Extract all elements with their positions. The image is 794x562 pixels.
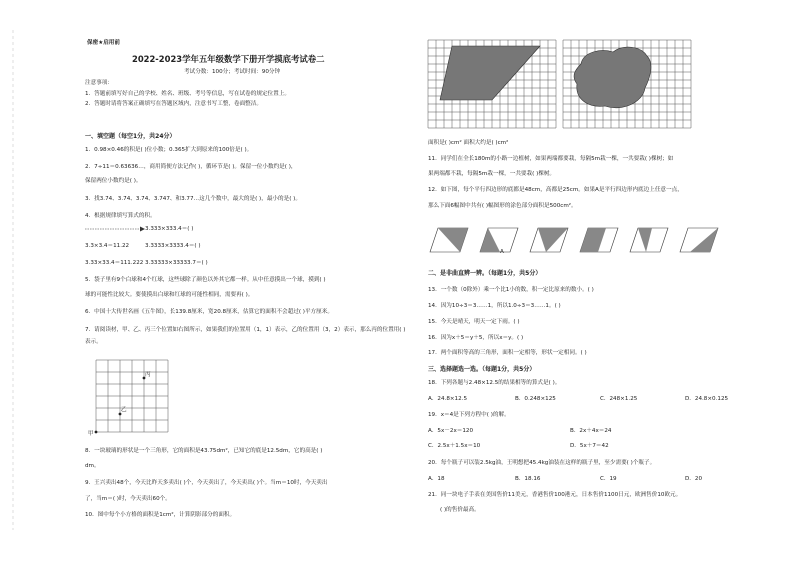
question-7: 7．请阅读材，甲、乙、丙三个位置如右图所示，如果我们的位置用（1，1）表示，乙的位置用（3，2）表示，那么丙的位置用( )表示。 [85,327,406,345]
parallelogram-6 [680,228,718,252]
question-15: 15．今天是晴天，明天一定下雨。( ) [428,319,520,325]
section-heading: 一、填空题（每空1分，共24分） [85,133,176,140]
parallelogram-4 [580,228,618,252]
shaded-trapezoid [440,46,540,100]
question-2: 2．7÷11＝0.63636…，商用简便方法记作( )，循环节是( )。保留一位小数约是( )， [85,164,297,170]
question-21: 21．同一块电子手表在美国售价11美元，香港售价100港元，日本售价1100日元，欧洲售价10欧元。 [428,492,682,498]
grid-label-yi: 乙 [121,407,127,413]
area-answer-line: 面积是( )cm² 面积大约是( )cm² [428,140,509,146]
notice-item: 2．答题时请将答案正确填写在答题区域内，注意书写工整，卷面整洁。 [85,101,262,107]
option: D．24.8×0.125 [685,396,729,402]
grid-label-jia: 甲 [88,431,94,437]
question-9: 9．王兴卖出48个，今天比昨天多卖出( )个，今天卖出了，今天卖出( )个。当m＝10时，今天卖出 [85,480,328,486]
notice-item: 1．答题前填写好自己的学校、姓名、班级、考号等信息，写在试卷的规定位置上。 [85,91,290,97]
question-8: 8．一块玻璃的形状是一个三角形，它的面积是43.75dm²，已知它的底是12.5dm，它的高是( ) [85,448,323,454]
option: B．18.16 [515,476,541,482]
question-13: 13．一个数（0除外）乘一个比1小的数，积一定比原来的数小。( ) [428,287,594,293]
section-heading: 三、选择题选一选。（每题1分，共5分） [428,366,536,373]
parallelogram-1 [430,228,468,252]
question-9-cont: 了，当m＝( )时，今天卖出60个。 [85,496,171,502]
grid-label-bing: 丙 [145,372,151,378]
point-a-label: A [500,249,504,255]
q4-row-1: 3.333×333.4＝( ) [145,226,194,232]
q4-row-2-left: 3.3×3.4＝11.22 [85,243,130,249]
question-21-cont: ( )的售价最高。 [440,507,480,513]
question-10: 10．图中每个小方格的面积是1cm²，计算阴影部分的面积。 [85,512,236,518]
q4-row-3-right: 3.33333×33333.7＝( ) [145,260,208,266]
question-3: 3．找3.74、3.7̇4̇、3.7̇4̇、3.747、和3.77…这几个数中，最大的是( )，最小的是( )。 [85,196,301,202]
exam-subtitle: 考试分数：100分；考试时间：90分钟 [184,69,281,75]
question-5-cont: 球的可能性比较大。要使摸出白球和红球的可能性相同，需要再( )。 [85,292,254,298]
option: A．24.8×12.5 [428,396,468,402]
option: D．20 [685,476,703,482]
parallelogram-2 [480,228,518,252]
option: A．18 [428,476,445,482]
option: D．5x＋7＝42 [570,443,609,449]
point-jia [95,431,98,434]
binding-dashed-line [8,30,18,530]
question-6: 6．中国十大传世名画《五牛图》，长139.8厘米，宽20.8厘米，估算它的面积不会超过( )平方厘米。 [85,309,333,315]
question-2-cont: 保留两位小数约是( )。 [85,178,142,184]
option: B．2x＋4x＝24 [570,428,612,434]
position-grid [92,356,172,436]
shaded-irregular-shape [574,47,651,108]
question-11-cont: 果两端都不栽，每隔5m栽一棵，一共要栽( )棵树。 [428,171,556,177]
option: C．248×1.25 [600,396,638,402]
notice-heading: 注意事项： [85,80,113,86]
option: C．2.5x＋1.5x＝10 [428,443,481,449]
question-1: 1．0.98×0.46的积是( )位小数；0.365扩大到原来的100倍是( )。 [85,147,253,153]
grid-figure-right [563,40,693,118]
question-17: 17．两个面积等高的三角形，面积一定相等，形状一定相同。( ) [428,350,587,356]
question-12-cont: 那么下面6幅图中共有( )幅图形的涂色部分面积是500cm²。 [428,203,577,209]
option: C．19 [600,476,617,482]
binding-margin [8,30,18,530]
question-14: 14．因为10÷3＝3……1，所以1.0÷3＝3……1。( ) [428,303,561,309]
question-19: 19．x＝4是下列方程中( )的解。 [428,412,510,418]
parallelogram-5 [630,228,668,252]
option: B．0.248×125 [515,396,556,402]
page-title: 2022-2023学年五年级数学下册开学摸底考试卷二 [132,54,325,64]
q4-row-2-right: 3.3333×3333.4＝( ) [145,243,201,249]
question-8-cont: dm。 [85,463,100,469]
question-4: 4．根据规律填写算式的积。 [85,213,156,219]
parallelogram-row [428,222,718,258]
section-heading: 二、是非曲直辨一辨。（每题1分，共5分） [428,270,542,277]
parallelogram-3 [530,228,568,252]
secret-label: 保密★启用前 [87,40,120,46]
pattern-arrow-icon [85,223,145,235]
option: A．5x－2x＝120 [428,428,474,434]
q4-row-3-left: 3.33×33.4＝111.222 [85,260,144,266]
question-18: 18．下列各题与2.48×12.5的结果相等的算式是( )。 [428,380,561,386]
grid-figure-left [428,40,558,118]
question-16: 16．因为x＋5＝y＋5，所以x＝y。( ) [428,335,524,341]
question-12: 12．如下图，每个平行四边形的底都是48cm，高都是25cm。如果A是平行四边形内底边上任意一点， [428,187,683,193]
question-11: 11．同学们在全长180m的小路一边植树，如果两端都要栽，每隔5m栽一棵，一共要栽( )棵树；如 [428,156,674,162]
question-20: 20．每个瓶子可以装2.5kg油，王明想把45.4kg油装在这样的瓶子里，至少需要( )个瓶子。 [428,460,656,466]
question-5: 5．袋子里有9个白球和4个红球，这些球除了颜色以外其它都一样。从中任意摸出一个球，摸到( ) [85,277,326,283]
